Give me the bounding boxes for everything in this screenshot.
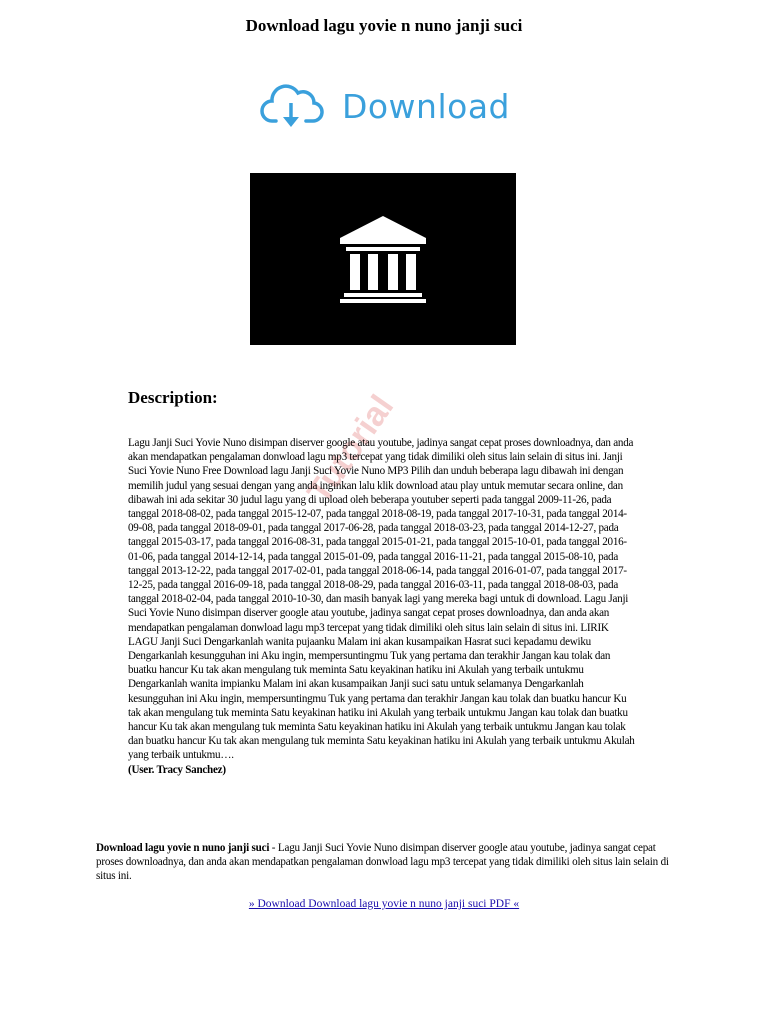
download-logo <box>260 78 510 134</box>
summary-title: Download lagu yovie n nuno janji suci <box>96 842 270 854</box>
pdf-download-link[interactable]: » Download Download lagu yovie n nuno janji suci PDF « <box>248 898 520 910</box>
description-user: (User. Tracy Sanchez) <box>128 763 226 776</box>
thumbnail-image <box>250 173 516 345</box>
summary-paragraph <box>96 841 670 884</box>
description-heading: Description: <box>128 388 218 407</box>
summary-text: Lagu Janji Suci Yovie Nuno disimpan diserver google atau youtube, jadinya sangat cepat proses downloadnya, dan anda akan mendapatkan pengalaman donwload lagu mp3 tercepat yang tidak dimiliki oleh situs lain selain di situs ini. <box>96 842 669 883</box>
watermark: Tutorial <box>300 388 402 511</box>
cloud-download-icon <box>260 81 324 131</box>
summary-separator: - <box>269 842 278 854</box>
library-building-icon <box>338 214 428 304</box>
pdf-download-link-container <box>0 898 768 910</box>
download-logo-text: Download <box>341 86 510 126</box>
description-text: Lagu Janji Suci Yovie Nuno disimpan diserver google atau youtube, jadinya sangat cepat proses downloadnya, dan anda akan mendapatkan pengalaman donwload lagu mp3 tercepat yang tidak dimiliki oleh situs lain selain di situs ini. Janji Suci Yovie Nuno Free Download lagu Janji Suci Yovie Nuno MP3 Pilih dan unduh beberapa lagu dibawah ini dengan memilih judul yang sesuai dengan yang anda inginkan lalu klik download atau play untuk memutar secara online, dan dibawah ini ada sekitar 30 judul lagu yang di upload oleh beberapa youtuber seperti pada tanggal 2009-11-26, pada tanggal 2018-08-02, pada tanggal 2015-12-07, pada tanggal 2018-08-19, pada tanggal 2017-10-31, pada tanggal 2014-09-08, pada tanggal 2018-09-01, pada tanggal 2017-06-28, pada tanggal 2018-03-23, pada tanggal 2014-12-27, pada tanggal 2015-03-17, pada tanggal 2016-08-31, pada tanggal 2015-01-21, pada tanggal 2015-10-01, pada tanggal 2016-01-06, pada tanggal 2014-12-14, pada tanggal 2015-01-09, pada tanggal 2016-11-21, pada tanggal 2015-08-10, pada tanggal 2013-12-22, pada tanggal 2017-02-01, pada tanggal 2018-06-14, pada tanggal 2016-01-07, pada tanggal 2017-12-25, pada tanggal 2016-09-18, pada tanggal 2018-08-29, pada tanggal 2016-03-11, pada tanggal 2018-08-03, pada tanggal 2018-02-04, pada tanggal 2010-10-30, dan masih banyak lagi yang mereka bagi untuk di download. Lagu Janji Suci Yovie Nuno disimpan diserver google atau youtube, jadinya sangat cepat proses downloadnya, dan anda akan mendapatkan pengalaman donwload lagu mp3 tercepat yang tidak dimiliki oleh situs lain selain di situs ini. LIRIK LAGU Janji Suci Dengarkanlah wanita pujaanku Malam ini akan kusampaikan Hasrat suci kepadamu dewiku Dengarkanlah kesungguhan ini Aku ingin, mempersuntingmu Tuk yang pertama dan terakhir Jangan kau tolak dan buatku hancur Ku tak akan mengulang tuk meminta Satu keyakinan hatiku ini Akulah yang terbaik untukmu Dengarkanlah wanita impianku Malam ini akan kusampaikan Janji suci satu untuk selamanya Dengarkanlah kesungguhan ini Aku ingin, mempersuntingmu Tuk yang pertama dan terakhir Jangan kau tolak dan buatku hancur Ku tak akan mengulang tuk meminta Satu keyakinan hatiku ini Akulah yang terbaik untukmu Jangan kau tolak dan buatku hancur Ku tak akan mengulang tuk meminta Satu keyakinan hatiku ini Akulah yang terbaik untukmu Jangan kau tolak dan buatku hancur Ku tak akan mengulang tuk meminta Satu keyakinan hatiku ini Akulah yang terbaik untukmu Akulah yang terbaik untukmu…. <box>128 437 635 762</box>
page-title: Download lagu yovie n nuno janji suci <box>245 16 523 35</box>
description-body <box>128 436 638 777</box>
